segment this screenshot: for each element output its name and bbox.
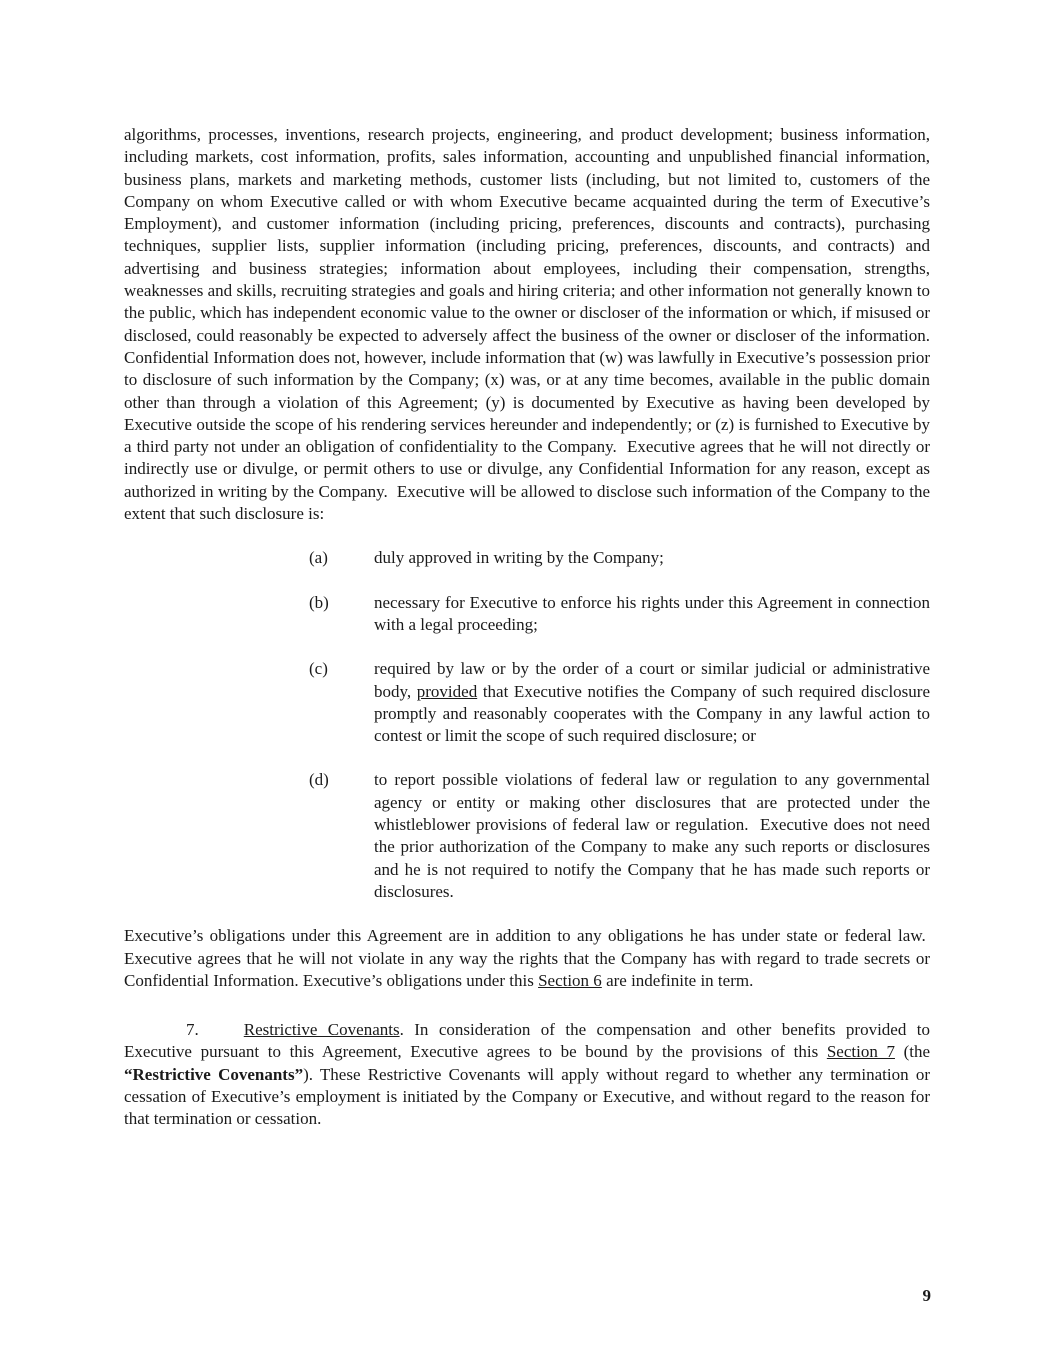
list-item-label: (b) <box>309 592 329 612</box>
page-content <box>124 124 930 1131</box>
section-7-reference: Section 7 <box>826 1042 895 1062</box>
defined-term-restrictive-covenants: “Restrictive Covenants” <box>124 1064 304 1084</box>
list-item-label: (a) <box>309 548 328 568</box>
list-item-d <box>309 769 930 903</box>
list-item-label: (d) <box>309 770 329 790</box>
paragraph-section-7: 7. Restrictive Covenants. In consideration of the compensation and other benefits provided to Executive pursuant to this Agreement, Executive agrees to be bound by the provisions of this Section 7 (the “Restrictive Covenants”). These Restrictive Covenants will apply without regard to whether any termination or cessation of Executive’s employment is initiated by the Company or Executive, and without regard to the reason for that termination or cessation. <box>124 1020 930 1129</box>
list-item-text: to report possible violations of federal law or regulation to any governmental agency or entity or making other disclosures that are protected under the whistleblower provisions of federal law or regulation. Executive does not need the prior authorization of the Company to make any such reports or disclosures and he is not required to notify the Company that he has made such reports or disclosures. <box>374 770 930 901</box>
paragraph-obligations: Executive’s obligations under this Agreement are in addition to any obligations he has under state or federal law. Executive agrees that he will not violate in any way the rights that the Company has with regard to trade secrets or Confidential Information. Executive’s obligations under this Section 6 are indefinite in term. <box>124 926 930 990</box>
list-item-text: duly approved in writing by the Company; <box>374 548 664 568</box>
list-item-a <box>309 547 930 569</box>
section-7-heading: Restrictive Covenants <box>243 1020 400 1040</box>
section-number: 7. <box>186 1020 199 1040</box>
section-6-reference: Section 6 <box>538 970 602 990</box>
list-item-c <box>309 658 930 747</box>
list-item-b <box>309 592 930 637</box>
list-item-label: (c) <box>309 659 328 679</box>
underlined-term-provided: provided <box>416 681 478 701</box>
page-number: 9 <box>922 1286 931 1305</box>
list-item-text: necessary for Executive to enforce his rights under this Agreement in connection with a legal proceeding; <box>374 592 930 634</box>
paragraph-confidential-information: algorithms, processes, inventions, research projects, engineering, and product development; business information, including markets, cost information, profits, sales information, accounting and unpublished financial information, business plans, markets and marketing methods, customer lists (including, but not limited to, customers of the Company on whom Executive called or with whom Executive became acquainted during the term of Executive’s Employment), and customer information (including pricing, preferences, discounts and contracts), purchasing techniques, supplier lists, supplier information (including pricing, preferences, discounts, and contracts) and advertising and business strategies; information about employees, including their compensation, strengths, weaknesses and skills, recruiting strategies and goals and hiring criteria; and other information not generally known to the public, which has independent economic value to the owner or discloser of the information or which, if misused or disclosed, could reasonably be expected to adversely affect the business of the owner or discloser of the information. Confidential Information does not, however, include information that (w) was lawfully in Executive’s possession prior to disclosure of such information by the Company; (x) was, or at any time becomes, available in the public domain other than through a violation of this Agreement; (y) is documented by Executive as having been developed by Executive outside the scope of his rendering services hereunder and independently; or (z) is furnished to Executive by a third party not under an obligation of confidentiality to the Company. Executive agrees that he will not directly or indirectly use or divulge, or permit others to use or divulge, any Confidential Information for any reason, except as authorized in writing by the Company. Executive will be allowed to disclose such information of the Company to the extent that such disclosure is: <box>124 125 930 524</box>
list-item-text: required by law or by the order of a court or similar judicial or administrative body, provided that Executive notifies the Company of such required disclosure promptly and reasonably cooperates with the Company in any lawful action to contest or limit the scope of such required disclosure; or <box>374 659 930 746</box>
